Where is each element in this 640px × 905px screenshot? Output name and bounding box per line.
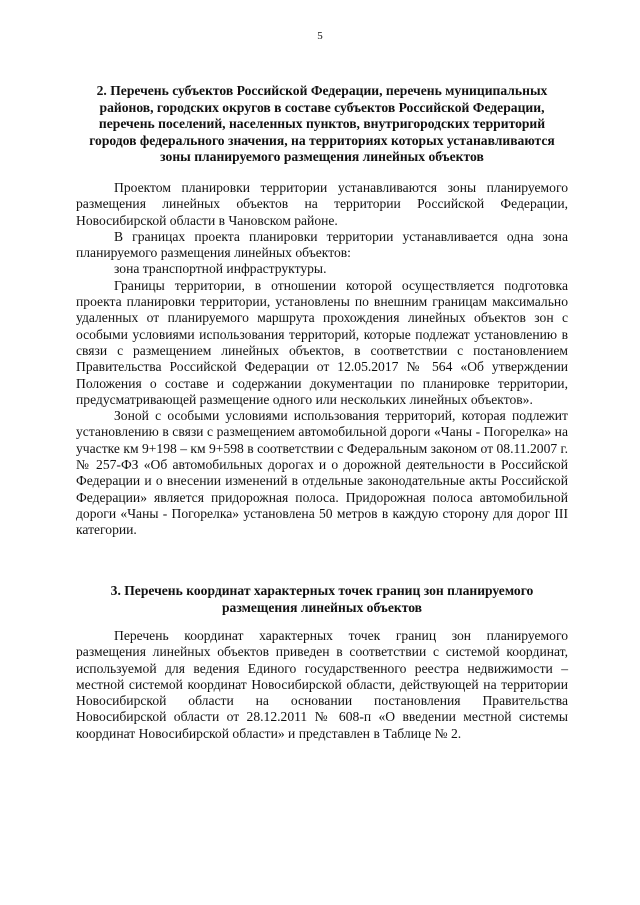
section-3-heading: 3. Перечень координат характерных точек границ зон планируемого размещения линейных объектов (110, 583, 534, 615)
paragraph: Перечень координат характерных точек границ зон планируемого размещения линейных объектов приведен в соответствии с системой координат, используемой для ведения Единого государственного реестра недвижимости – местной системой координат Новосибирской области, действующей на территории Новосибирской области на основании постановления Правительства Новосибирской области от 28.12.2011 № 608-п «О введении местной системы координат Новосибирской области» и представлен в Таблице № 2. (76, 628, 568, 741)
paragraph: Границы территории, в отношении которой осуществляется подготовка проекта планировки территории, установлены по внешним границам максимально удаленных от планируемого маршрута прохождения линейных объектов зон с особыми условиями использования территорий, которые подлежат установлению в связи с размещением линейных объектов, в соответствии с постановлением Правительства Российской Федерации от 12.05.2017 № 564 «Об утверждении Положения о составе и содержании документации по планировке территории, предусматривающей размещение одного или нескольких линейных объектов». (76, 277, 568, 407)
paragraph: зона транспортной инфраструктуры. (114, 261, 327, 277)
section-2-heading: 2. Перечень субъектов Российской Федерации, перечень муниципальных районов, городских округов в составе субъектов Российской Федерации, перечень поселений, населенных пунктов, внутригородских территорий городов федерального значения, на территориях которых устанавливаются зоны планируемого размещения линейных объектов (89, 83, 555, 164)
paragraph: Зоной с особыми условиями использования территорий, которая подлежит установлению в связи с размещением автомобильной дороги «Чаны - Погорелка» на участке км 9+198 – км 9+598 в соответствии с Федеральным законом от 08.11.2007 г. № 257-ФЗ «Об автомобильных дорогах и о дорожной деятельности в Российской Федерации и о внесении изменений в отдельные законодательные акты Российской Федерации» является придорожная полоса. Придорожная полоса автомобильной дороги «Чаны - Погорелка» установлена 50 метров в каждую сторону для дорог III категории. (76, 408, 568, 538)
paragraph: В границах проекта планировки территории устанавливается одна зона планируемого размещения линейных объектов: (76, 228, 568, 261)
section-2-body (76, 180, 568, 539)
section-3-body (76, 628, 568, 742)
paragraph: Проектом планировки территории устанавливаются зоны планируемого размещения линейных объектов на территории Российской Федерации, Новосибирской области в Чановском районе. (76, 180, 568, 228)
page-number: 5 (317, 30, 323, 42)
